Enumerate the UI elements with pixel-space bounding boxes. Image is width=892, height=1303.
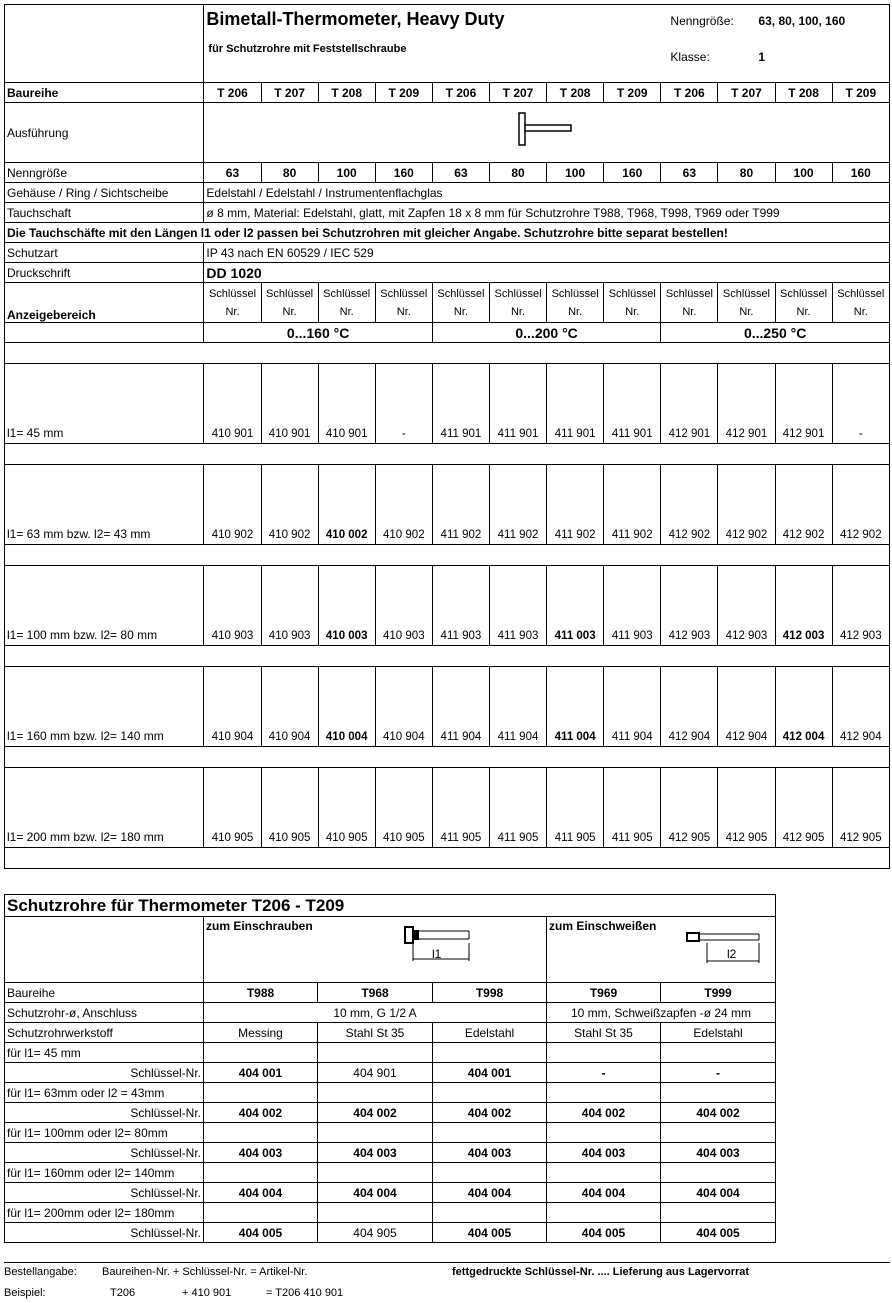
key-label: Schlüssel-Nr. [5, 1223, 204, 1243]
anschluss-a: 10 mm, G 1/2 A [204, 1003, 547, 1023]
row-length-label: l1= 200 mm bzw. l2= 180 mm [5, 768, 204, 848]
tauchschaft-label: Tauchschaft [5, 203, 204, 223]
baureihe-cell: T 206 [661, 83, 718, 103]
einschweissen-cell [547, 917, 776, 983]
werkstoff-cell: Stahl St 35 [318, 1023, 433, 1043]
row-length-label: l1= 63 mm bzw. l2= 43 mm [5, 465, 204, 545]
schutzrohr-key-cell: 404 001 [433, 1063, 547, 1083]
anschluss-label: Schutzrohr-ø, Anschluss [5, 1003, 204, 1023]
key-number-cell: 411 901 [604, 364, 661, 444]
key-label-bottom: Nr. [282, 305, 297, 318]
schutzrohr-key-cell: 404 003 [204, 1143, 318, 1163]
key-number-cell: 410 902 [261, 465, 318, 545]
key-number-cell: 411 904 [604, 667, 661, 747]
row-length-label: l1= 160 mm bzw. l2= 140 mm [5, 667, 204, 747]
schutzrohr-key-cell: 404 003 [433, 1143, 547, 1163]
einschrauben-cell [204, 917, 547, 983]
key-label-bottom: Nr. [853, 305, 868, 318]
key-header-cell [261, 283, 318, 323]
table-row [5, 1143, 776, 1163]
key-number-cell: 411 902 [489, 465, 546, 545]
key-label-top: Schlüssel [208, 287, 257, 300]
nenngroesse-cell: 100 [547, 163, 604, 183]
schutzrohr-key-cell: 404 905 [318, 1223, 433, 1243]
key-number-cell: 410 905 [204, 768, 261, 848]
sec-baureihe-cell: T969 [547, 983, 661, 1003]
schutzrohr-key-cell: 404 002 [547, 1103, 661, 1123]
key-number-cell: 412 905 [775, 768, 832, 848]
key-number-cell: 411 003 [547, 566, 604, 646]
key-number-cell: 411 905 [547, 768, 604, 848]
schutzrohr-key-cell: 404 004 [318, 1183, 433, 1203]
schutzrohr-key-cell: 404 002 [318, 1103, 433, 1123]
werkstoff-cell: Messing [204, 1023, 318, 1043]
werkstoff-cell: Stahl St 35 [547, 1023, 661, 1043]
sec-baureihe-label: Baureihe [5, 983, 204, 1003]
range-cell: 0...250 °C [661, 323, 890, 343]
key-number-cell: 412 904 [661, 667, 718, 747]
key-number-cell: 412 905 [832, 768, 889, 848]
nenngroesse-cell: 63 [432, 163, 489, 183]
key-number-cell: 411 903 [432, 566, 489, 646]
page-subtitle: für Schutzrohre mit Feststellschraube [208, 43, 407, 55]
key-number-cell: 411 004 [547, 667, 604, 747]
key-number-cell: 410 903 [375, 566, 432, 646]
table-row [5, 364, 890, 444]
klasse-value: 1 [758, 50, 766, 64]
key-label-bottom: Nr. [453, 305, 468, 318]
druckschrift-value: DD 1020 [204, 263, 890, 283]
gehaeuse-value: Edelstahl / Edelstahl / Instrumentenflachglas [204, 183, 890, 203]
key-label-top: Schlüssel [437, 287, 485, 300]
key-number-cell: 410 904 [204, 667, 261, 747]
key-number-cell: 412 902 [775, 465, 832, 545]
schutzrohr-key-cell: 404 004 [661, 1183, 776, 1203]
anzeige-label: Anzeigebereich [5, 283, 204, 323]
key-label-top: Schlüssel [323, 287, 371, 300]
key-number-cell: 410 905 [318, 768, 375, 848]
key-header-cell [204, 283, 261, 323]
key-label-top: Schlüssel [266, 287, 314, 300]
key-label: Schlüssel-Nr. [5, 1143, 204, 1163]
datasheet [4, 4, 890, 1240]
table-row [5, 667, 890, 747]
key-header-cell [375, 283, 432, 323]
key-number-cell: 412 902 [832, 465, 889, 545]
table-row [5, 1183, 776, 1203]
key-label-top: Schlüssel [837, 287, 885, 300]
group-label: für l1= 160mm oder l2= 140mm [5, 1163, 204, 1183]
nenngroesse-cell: 63 [204, 163, 261, 183]
key-label-bottom: Nr. [796, 305, 811, 318]
sec-baureihe-cell: T999 [661, 983, 776, 1003]
key-number-cell: 411 902 [547, 465, 604, 545]
row-length-label: l1= 45 mm [5, 364, 204, 444]
schutzrohr-key-cell: - [661, 1063, 776, 1083]
nenngroesse-cell: 80 [261, 163, 318, 183]
key-number-cell: 410 902 [375, 465, 432, 545]
footer-rule [4, 1262, 890, 1263]
beispiel-c: = T206 410 901 [266, 1287, 344, 1299]
schutzrohr-key-cell: 404 001 [204, 1063, 318, 1083]
einschrauben-label: zum Einschrauben [206, 919, 313, 933]
schutzart-label: Schutzart [5, 243, 204, 263]
key-header-cell [432, 283, 489, 323]
nenngroesse-value: 63, 80, 100, 160 [758, 14, 846, 28]
key-label-bottom: Nr. [568, 305, 583, 318]
key-header-cell [832, 283, 889, 323]
nenngroesse-label: Nenngröße: [670, 14, 734, 28]
anschluss-b: 10 mm, Schweißzapfen -ø 24 mm [547, 1003, 776, 1023]
key-label-bottom: Nr. [625, 305, 640, 318]
baureihe-cell: T 208 [775, 83, 832, 103]
baureihe-cell: T 209 [375, 83, 432, 103]
range-cell: 0...160 °C [204, 323, 432, 343]
l2-label: l2 [727, 947, 737, 961]
key-header-cell [604, 283, 661, 323]
key-label-top: Schlüssel [722, 287, 770, 300]
key-number-cell: - [832, 364, 889, 444]
key-label-bottom: Nr. [510, 305, 526, 318]
key-number-cell: - [375, 364, 432, 444]
schutzrohr-key-cell: 404 005 [661, 1223, 776, 1243]
key-number-cell: 411 905 [432, 768, 489, 848]
schutzrohr-key-cell: 404 005 [547, 1223, 661, 1243]
group-label-row [5, 1083, 776, 1103]
bold-note: fettgedruckte Schlüssel-Nr. .... Lieferung aus Lagervorrat [452, 1266, 750, 1278]
key-number-cell: 410 901 [204, 364, 261, 444]
schutzrohr-key-cell: 404 002 [433, 1103, 547, 1123]
schutzrohr-key-cell: 404 004 [547, 1183, 661, 1203]
key-label: Schlüssel-Nr. [5, 1063, 204, 1083]
group-label: für l1= 63mm oder l2 = 43mm [5, 1083, 204, 1103]
key-number-cell: 411 902 [432, 465, 489, 545]
table-row [5, 465, 890, 545]
key-label: Schlüssel-Nr. [5, 1103, 204, 1123]
l1-label: l1 [432, 947, 442, 961]
schutzrohr-section [4, 894, 775, 1243]
thermometer-table [4, 4, 890, 869]
baureihe-cell: T 208 [318, 83, 375, 103]
key-header-cell [718, 283, 775, 323]
baureihe-cell: T 207 [261, 83, 318, 103]
schutzart-value: IP 43 nach EN 60529 / IEC 529 [204, 243, 890, 263]
group-label-row [5, 1043, 776, 1063]
key-number-cell: 410 904 [261, 667, 318, 747]
key-number-cell: 411 901 [432, 364, 489, 444]
key-number-cell: 412 004 [775, 667, 832, 747]
table-row [5, 768, 890, 848]
group-label-row [5, 1123, 776, 1143]
key-number-cell: 412 902 [718, 465, 775, 545]
werkstoff-label: Schutzrohrwerkstoff [5, 1023, 204, 1043]
group-label: für l1= 100mm oder l2= 80mm [5, 1123, 204, 1143]
header-block [204, 5, 890, 83]
nenngroesse-cell: 160 [832, 163, 889, 183]
nenngroesse-cell: 80 [489, 163, 546, 183]
key-label-top: Schlüssel [665, 287, 713, 300]
note-text: Die Tauchschäfte mit den Längen l1 oder l2 passen bei Schutzrohren mit gleicher Angabe. Schutzrohre bitte separat bestellen! [5, 223, 890, 243]
key-number-cell: 412 901 [718, 364, 775, 444]
key-number-cell: 411 905 [489, 768, 546, 848]
baureihe-cell: T 206 [204, 83, 261, 103]
key-number-cell: 411 904 [489, 667, 546, 747]
key-label-top: Schlüssel [551, 287, 599, 300]
key-header-cell [775, 283, 832, 323]
sec-baureihe-cell: T998 [433, 983, 547, 1003]
key-number-cell: 412 902 [661, 465, 718, 545]
key-number-cell: 411 901 [547, 364, 604, 444]
key-number-cell: 410 004 [318, 667, 375, 747]
key-number-cell: 410 904 [375, 667, 432, 747]
key-number-cell: 410 902 [204, 465, 261, 545]
tauchschaft-value: ø 8 mm, Material: Edelstahl, glatt, mit Zapfen 18 x 8 mm für Schutzrohre T988, T968, T998, T969 oder T999 [204, 203, 890, 223]
row-length-label: l1= 100 mm bzw. l2= 80 mm [5, 566, 204, 646]
nenngroesse-cell: 63 [661, 163, 718, 183]
key-label: Schlüssel-Nr. [5, 1183, 204, 1203]
key-number-cell: 411 904 [432, 667, 489, 747]
key-number-cell: 410 901 [261, 364, 318, 444]
baureihe-cell: T 206 [432, 83, 489, 103]
werkstoff-cell: Edelstahl [661, 1023, 776, 1043]
nenngroesse-cell: 80 [718, 163, 775, 183]
key-number-cell: 410 903 [204, 566, 261, 646]
key-number-cell: 412 903 [718, 566, 775, 646]
ausfuehrung-label: Ausführung [5, 103, 204, 163]
key-number-cell: 411 903 [604, 566, 661, 646]
thermometer-icon [514, 111, 574, 151]
schutzrohr-key-cell: 404 003 [547, 1143, 661, 1163]
key-number-cell: 411 903 [489, 566, 546, 646]
key-number-cell: 412 905 [718, 768, 775, 848]
key-number-cell: 410 903 [261, 566, 318, 646]
group-label: für l1= 45 mm [5, 1043, 204, 1063]
beispiel-a: T206 [110, 1287, 136, 1299]
group-label: für l1= 200mm oder l2= 180mm [5, 1203, 204, 1223]
key-header-cell [318, 283, 375, 323]
schutzrohr-key-cell: 404 005 [433, 1223, 547, 1243]
baureihe-cell: T 207 [489, 83, 546, 103]
key-number-cell: 412 903 [832, 566, 889, 646]
key-header-cell [661, 283, 718, 323]
nenngroesse-cell: 160 [375, 163, 432, 183]
baureihe-label: Baureihe [5, 83, 204, 103]
key-label-top: Schlüssel [494, 287, 542, 300]
schutzrohr-key-cell: - [547, 1063, 661, 1083]
beispiel-label: Beispiel: [4, 1287, 46, 1299]
key-number-cell: 410 905 [375, 768, 432, 848]
gehaeuse-label: Gehäuse / Ring / Sichtscheibe [5, 183, 204, 203]
key-label-bottom: Nr. [682, 305, 697, 318]
schutzrohr-key-cell: 404 901 [318, 1063, 433, 1083]
baureihe-cell: T 208 [547, 83, 604, 103]
ausfuehrung-drawing [204, 103, 890, 163]
key-number-cell: 412 003 [775, 566, 832, 646]
einschweissen-label: zum Einschweißen [549, 919, 657, 933]
druckschrift-label: Druckschrift [5, 263, 204, 283]
key-number-cell: 411 905 [604, 768, 661, 848]
range-cell: 0...200 °C [432, 323, 660, 343]
klasse-label: Klasse: [670, 50, 710, 64]
key-number-cell: 412 905 [661, 768, 718, 848]
schutzrohr-key-cell: 404 005 [204, 1223, 318, 1243]
key-label-top: Schlüssel [780, 287, 828, 300]
key-label-bottom: Nr. [396, 305, 411, 318]
schutzrohr-title: Schutzrohre für Thermometer T206 - T209 [5, 895, 776, 917]
schutzrohr-key-cell: 404 003 [318, 1143, 433, 1163]
key-header-cell [489, 283, 546, 323]
table-row [5, 1223, 776, 1243]
key-label-top: Schlüssel [608, 287, 656, 300]
page-title: Bimetall-Thermometer, Heavy Duty [206, 9, 505, 29]
key-number-cell: 412 903 [661, 566, 718, 646]
key-label-top: Schlüssel [380, 287, 428, 300]
baureihe-cell: T 209 [832, 83, 889, 103]
key-number-cell: 410 002 [318, 465, 375, 545]
key-number-cell: 412 904 [832, 667, 889, 747]
table-row [5, 566, 890, 646]
baureihe-cell: T 207 [718, 83, 775, 103]
werkstoff-cell: Edelstahl [433, 1023, 547, 1043]
key-number-cell: 412 904 [718, 667, 775, 747]
key-number-cell: 410 905 [261, 768, 318, 848]
bestell-label: Bestellangabe: [4, 1266, 77, 1278]
sec-baureihe-cell: T968 [318, 983, 433, 1003]
key-number-cell: 411 901 [489, 364, 546, 444]
schutzrohr-key-cell: 404 004 [433, 1183, 547, 1203]
schutzrohr-key-cell: 404 004 [204, 1183, 318, 1203]
group-label-row [5, 1203, 776, 1223]
key-number-cell: 412 901 [661, 364, 718, 444]
beispiel-b: + 410 901 [182, 1287, 232, 1299]
key-label-bottom: Nr. [225, 305, 240, 318]
bestell-value: Baureihen-Nr. + Schlüssel-Nr. = Artikel-Nr. [102, 1266, 308, 1278]
table-row [5, 1103, 776, 1123]
group-label-row [5, 1163, 776, 1183]
baureihe-cell: T 209 [604, 83, 661, 103]
key-header-cell [547, 283, 604, 323]
nenngroesse-row-label: Nenngröße [5, 163, 204, 183]
key-number-cell: 410 003 [318, 566, 375, 646]
schutzrohr-key-cell: 404 002 [204, 1103, 318, 1123]
einschrauben-icon [399, 921, 519, 976]
key-number-cell: 412 901 [775, 364, 832, 444]
nenngroesse-cell: 100 [318, 163, 375, 183]
table-row [5, 1063, 776, 1083]
schutzrohr-table [4, 894, 776, 1243]
key-label-bottom: Nr. [339, 305, 354, 318]
key-number-cell: 410 901 [318, 364, 375, 444]
sec-baureihe-cell: T988 [204, 983, 318, 1003]
nenngroesse-cell: 160 [604, 163, 661, 183]
key-label-bottom: Nr. [739, 305, 754, 318]
nenngroesse-cell: 100 [775, 163, 832, 183]
schutzrohr-key-cell: 404 002 [661, 1103, 776, 1123]
key-number-cell: 411 902 [604, 465, 661, 545]
schutzrohr-key-cell: 404 003 [661, 1143, 776, 1163]
